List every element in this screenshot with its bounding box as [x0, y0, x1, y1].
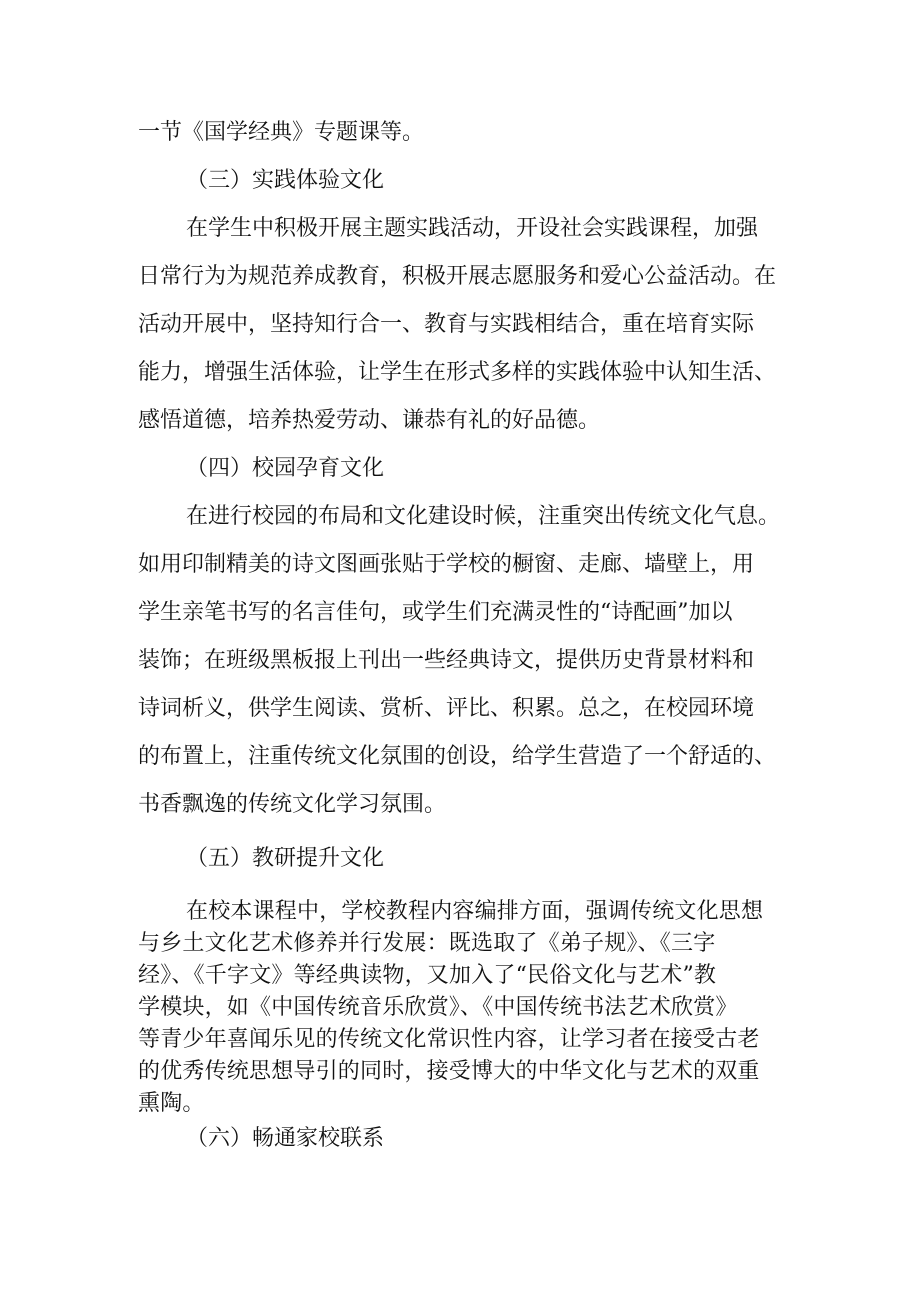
section-6-heading: （六）畅通家校联系	[186, 1126, 385, 1151]
section-4-line-1: 在进行校园的布局和文化建设时候，注重突出传统文化气息。	[186, 504, 781, 529]
section-4-line-4: 装饰；在班级黑板报上刊出一些经典诗文，提供历史背景材料和	[138, 648, 755, 673]
section-3-line-1: 在学生中积极开展主题实践活动，开设社会实践课程，加强	[186, 216, 759, 241]
section-4-line-2: 如用印制精美的诗文图画张贴于学校的橱窗、走廊、墙壁上，用	[138, 552, 755, 577]
section-3-heading: （三）实践体验文化	[186, 168, 385, 193]
section-5-line-3: 经》、《千字文》等经典读物，又加入了“民俗文化与艺术”教	[138, 963, 717, 988]
section-5-line-5: 等青少年喜闻乐见的传统文化常识性内容，让学习者在接受古老	[138, 1027, 760, 1052]
section-5-line-6: 的优秀传统思想导引的同时，接受博大的中华文化与艺术的双重	[138, 1059, 760, 1084]
section-3-line-5: 感悟道德，培养热爱劳动、谦恭有礼的好品德。	[138, 408, 601, 433]
section-4-line-5: 诗词析义，供学生阅读、赏析、评比、积累。总之，在校园环境	[138, 696, 755, 721]
section-5-line-7: 熏陶。	[138, 1091, 205, 1116]
section-4-heading: （四）校园孕育文化	[186, 456, 385, 481]
section-4-line-3: 学生亲笔书写的名言佳句，或学生们充满灵性的“诗配画”加以	[138, 600, 733, 625]
section-3-line-4: 能力，增强生活体验，让学生在形式多样的实践体验中认知生活、	[138, 360, 777, 385]
section-5-line-4: 学模块，如《中国传统音乐欣赏》、《中国传统书法艺术欣赏》	[138, 995, 738, 1020]
section-3-line-2: 日常行为为规范养成教育，积极开展志愿服务和爱心公益活动。在	[138, 264, 777, 289]
section-5-line-2: 与乡土文化艺术修养并行发展：既选取了《弟子规》、《三字	[138, 931, 716, 956]
section-4-line-7: 书香飘逸的传统文化学习氛围。	[138, 792, 447, 817]
section-4-line-6: 的布置上，注重传统文化氛围的创设，给学生营造了一个舒适的、	[138, 744, 777, 769]
section-5-heading: （五）教研提升文化	[186, 846, 385, 871]
section-3-line-3: 活动开展中，坚持知行合一、教育与实践相结合，重在培育实际	[138, 312, 755, 337]
section-5-line-1: 在校本课程中，学校教程内容编排方面，强调传统文化思想	[186, 899, 764, 924]
intro-line-1: 一节《国学经典》专题课等。	[138, 120, 425, 145]
